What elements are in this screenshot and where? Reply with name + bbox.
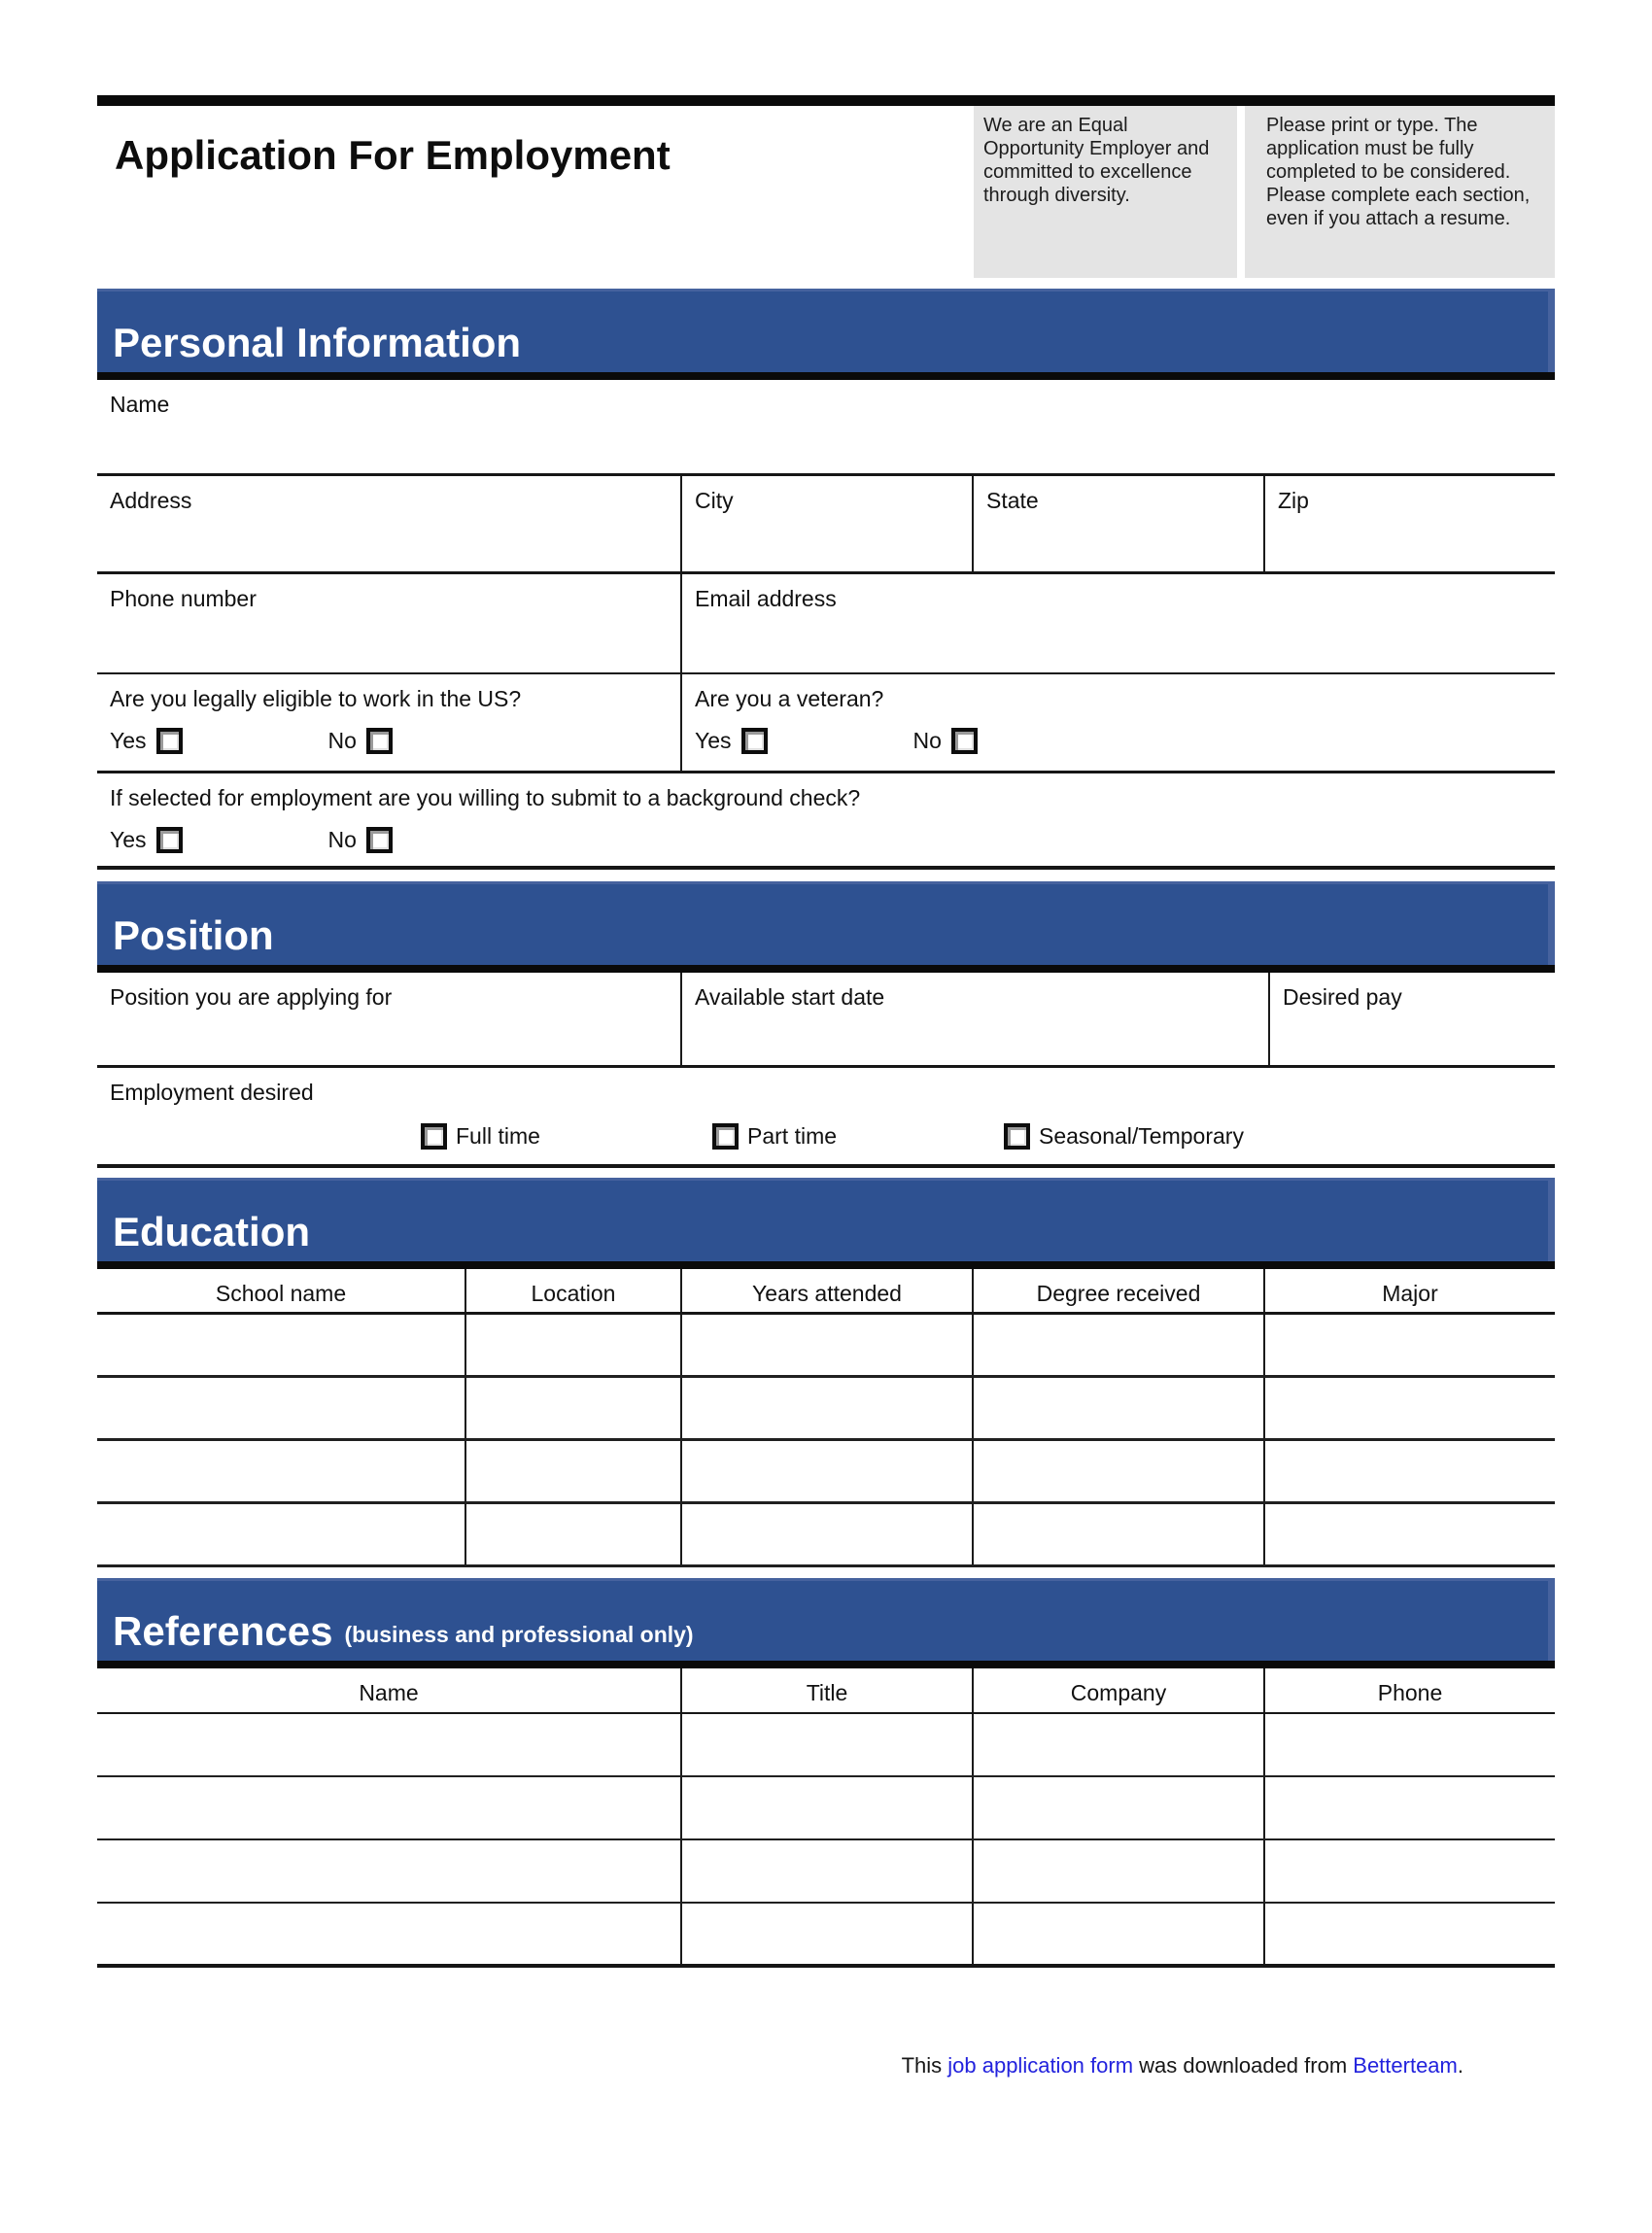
zip-label: Zip bbox=[1278, 488, 1309, 513]
address-label: Address bbox=[110, 488, 192, 513]
full-time-option bbox=[421, 1123, 712, 1150]
seasonal-label: Seasonal/Temporary bbox=[1039, 1123, 1244, 1149]
school-name-header: School name bbox=[215, 1281, 347, 1306]
reference-cell[interactable] bbox=[680, 1777, 972, 1838]
references-table-header bbox=[97, 1668, 1555, 1714]
veteran-no-group bbox=[913, 728, 978, 754]
veteran-yes-group bbox=[695, 728, 768, 754]
job-application-form-link[interactable]: job application form bbox=[947, 2053, 1134, 2078]
reference-cell[interactable] bbox=[680, 1904, 972, 1964]
position-row bbox=[97, 973, 1555, 1068]
footer-suffix: . bbox=[1457, 2053, 1463, 2078]
state-label: State bbox=[986, 488, 1039, 513]
education-cell[interactable] bbox=[465, 1315, 680, 1375]
print-instructions-notice: Please print or type. The application must be fully completed to be considered. Please complete each section, even if you attach a resume. bbox=[1245, 106, 1555, 278]
phone-field[interactable] bbox=[97, 574, 680, 672]
references-subtitle: (business and professional only) bbox=[344, 1622, 694, 1647]
background-no-group bbox=[328, 827, 393, 853]
education-cell[interactable] bbox=[1263, 1441, 1555, 1501]
veteran-yes-checkbox[interactable] bbox=[741, 728, 768, 754]
part-time-checkbox[interactable] bbox=[712, 1123, 739, 1150]
education-table-header bbox=[97, 1269, 1555, 1315]
background-answer-line bbox=[110, 827, 1555, 853]
background-check-row bbox=[97, 771, 1555, 870]
reference-cell[interactable] bbox=[1263, 1714, 1555, 1775]
education-cell[interactable] bbox=[1263, 1315, 1555, 1375]
references-row-3 bbox=[97, 1840, 1555, 1904]
title-area bbox=[97, 106, 974, 278]
position-applying-label: Position you are applying for bbox=[110, 984, 393, 1010]
eligible-yes-checkbox[interactable] bbox=[156, 728, 183, 754]
equal-opportunity-notice: We are an Equal Opportunity Employer and committed to excellence through diversity. bbox=[974, 106, 1237, 278]
email-field[interactable] bbox=[680, 574, 1555, 672]
section-underline bbox=[97, 372, 1555, 380]
email-label: Email address bbox=[695, 586, 837, 611]
education-cell[interactable] bbox=[972, 1315, 1263, 1375]
name-label: Name bbox=[110, 392, 170, 417]
position-applying-field[interactable] bbox=[97, 973, 680, 1065]
position-section-bar bbox=[97, 881, 1555, 965]
education-cell[interactable] bbox=[97, 1504, 465, 1564]
full-time-label: Full time bbox=[456, 1123, 540, 1149]
top-divider bbox=[97, 95, 1555, 106]
phone-row bbox=[97, 571, 1555, 672]
education-cell[interactable] bbox=[97, 1315, 465, 1375]
years-attended-header: Years attended bbox=[680, 1269, 972, 1312]
veteran-yes-label: Yes bbox=[695, 728, 732, 753]
veteran-question-cell bbox=[680, 674, 1555, 771]
employment-desired-row bbox=[97, 1068, 1555, 1168]
eligible-yes-group bbox=[110, 728, 183, 754]
personal-information-title: Personal Information bbox=[113, 320, 522, 365]
start-date-field[interactable] bbox=[680, 973, 1268, 1065]
section-underline bbox=[97, 1661, 1555, 1668]
page-title: Application For Employment bbox=[115, 132, 671, 178]
references-row-1 bbox=[97, 1714, 1555, 1777]
education-row-3 bbox=[97, 1441, 1555, 1504]
education-cell[interactable] bbox=[1263, 1504, 1555, 1564]
address-field[interactable] bbox=[97, 476, 680, 571]
veteran-no-checkbox[interactable] bbox=[951, 728, 978, 754]
position-title: Position bbox=[113, 912, 274, 958]
name-row bbox=[97, 380, 1555, 473]
eligible-question-cell bbox=[97, 674, 680, 771]
reference-cell[interactable] bbox=[97, 1904, 680, 1964]
employment-options bbox=[110, 1123, 1555, 1150]
part-time-label: Part time bbox=[747, 1123, 838, 1149]
start-date-label: Available start date bbox=[695, 984, 885, 1010]
section-underline bbox=[97, 965, 1555, 973]
education-cell[interactable] bbox=[97, 1378, 465, 1438]
education-row-4 bbox=[97, 1504, 1555, 1567]
education-row-2 bbox=[97, 1378, 1555, 1441]
part-time-option bbox=[712, 1123, 1004, 1150]
footer-middle: was downloaded from bbox=[1133, 2053, 1354, 2078]
eligible-answer-line bbox=[110, 728, 680, 754]
phone-label: Phone number bbox=[110, 586, 257, 611]
background-yes-group bbox=[110, 827, 183, 853]
personal-information-section-bar bbox=[97, 289, 1555, 372]
reference-cell[interactable] bbox=[97, 1840, 680, 1902]
education-cell[interactable] bbox=[680, 1378, 972, 1438]
major-header: Major bbox=[1263, 1269, 1555, 1312]
background-no-checkbox[interactable] bbox=[366, 827, 393, 853]
reference-cell[interactable] bbox=[1263, 1777, 1555, 1838]
seasonal-option bbox=[1004, 1123, 1295, 1150]
degree-received-header: Degree received bbox=[972, 1269, 1263, 1312]
reference-cell[interactable] bbox=[97, 1714, 680, 1775]
desired-pay-field[interactable] bbox=[1268, 973, 1555, 1065]
desired-pay-label: Desired pay bbox=[1283, 984, 1402, 1010]
education-section-bar bbox=[97, 1178, 1555, 1261]
eligible-no-checkbox[interactable] bbox=[366, 728, 393, 754]
ref-name-header: Name bbox=[359, 1680, 419, 1705]
footer-attribution bbox=[97, 2053, 1555, 2078]
form-header bbox=[97, 106, 1555, 278]
city-label: City bbox=[695, 488, 734, 513]
education-cell[interactable] bbox=[680, 1315, 972, 1375]
address-row bbox=[97, 473, 1555, 571]
education-cell[interactable] bbox=[465, 1441, 680, 1501]
background-question: If selected for employment are you willing to submit to a background check? bbox=[110, 785, 861, 810]
ref-title-header: Title bbox=[680, 1668, 972, 1712]
eligible-no-group bbox=[328, 728, 393, 754]
application-form bbox=[97, 95, 1555, 2078]
reference-cell[interactable] bbox=[972, 1840, 1263, 1902]
reference-cell[interactable] bbox=[1263, 1904, 1555, 1964]
footer-prefix: This bbox=[901, 2053, 948, 2078]
background-yes-checkbox[interactable] bbox=[156, 827, 183, 853]
references-row-2 bbox=[97, 1777, 1555, 1840]
section-underline bbox=[97, 1261, 1555, 1269]
eligible-yes-label: Yes bbox=[110, 728, 147, 753]
veteran-question: Are you a veteran? bbox=[695, 686, 884, 711]
reference-cell[interactable] bbox=[680, 1714, 972, 1775]
location-header: Location bbox=[465, 1269, 680, 1312]
references-row-4 bbox=[97, 1904, 1555, 1968]
education-cell[interactable] bbox=[972, 1504, 1263, 1564]
name-field[interactable] bbox=[97, 380, 1555, 473]
ref-phone-header: Phone bbox=[1263, 1668, 1555, 1712]
education-cell[interactable] bbox=[680, 1441, 972, 1501]
city-field[interactable] bbox=[680, 476, 972, 571]
education-cell[interactable] bbox=[465, 1378, 680, 1438]
education-cell[interactable] bbox=[972, 1378, 1263, 1438]
education-cell[interactable] bbox=[1263, 1378, 1555, 1438]
employment-desired-label: Employment desired bbox=[110, 1080, 314, 1105]
ref-company-header: Company bbox=[972, 1668, 1263, 1712]
references-title: References bbox=[113, 1608, 333, 1654]
full-time-checkbox[interactable] bbox=[421, 1123, 447, 1150]
education-cell[interactable] bbox=[465, 1504, 680, 1564]
education-row-1 bbox=[97, 1315, 1555, 1378]
reference-cell[interactable] bbox=[972, 1714, 1263, 1775]
education-title: Education bbox=[113, 1209, 311, 1254]
seasonal-checkbox[interactable] bbox=[1004, 1123, 1030, 1150]
eligible-no-label: No bbox=[327, 728, 357, 753]
reference-cell[interactable] bbox=[97, 1777, 680, 1838]
education-cell[interactable] bbox=[972, 1441, 1263, 1501]
references-section-bar bbox=[97, 1578, 1555, 1661]
veteran-answer-line bbox=[695, 728, 1555, 754]
notice-gap bbox=[1237, 106, 1245, 278]
reference-cell[interactable] bbox=[972, 1904, 1263, 1964]
veteran-no-label: No bbox=[912, 728, 942, 753]
eligibility-row bbox=[97, 672, 1555, 771]
state-field[interactable] bbox=[972, 476, 1263, 571]
betterteam-link[interactable]: Betterteam bbox=[1353, 2053, 1458, 2078]
reference-cell[interactable] bbox=[680, 1840, 972, 1902]
eligible-question: Are you legally eligible to work in the US? bbox=[110, 686, 522, 711]
zip-field[interactable] bbox=[1263, 476, 1555, 571]
reference-cell[interactable] bbox=[1263, 1840, 1555, 1902]
background-yes-label: Yes bbox=[110, 827, 147, 852]
reference-cell[interactable] bbox=[972, 1777, 1263, 1838]
background-no-label: No bbox=[327, 827, 357, 852]
education-cell[interactable] bbox=[680, 1504, 972, 1564]
education-cell[interactable] bbox=[97, 1441, 465, 1501]
